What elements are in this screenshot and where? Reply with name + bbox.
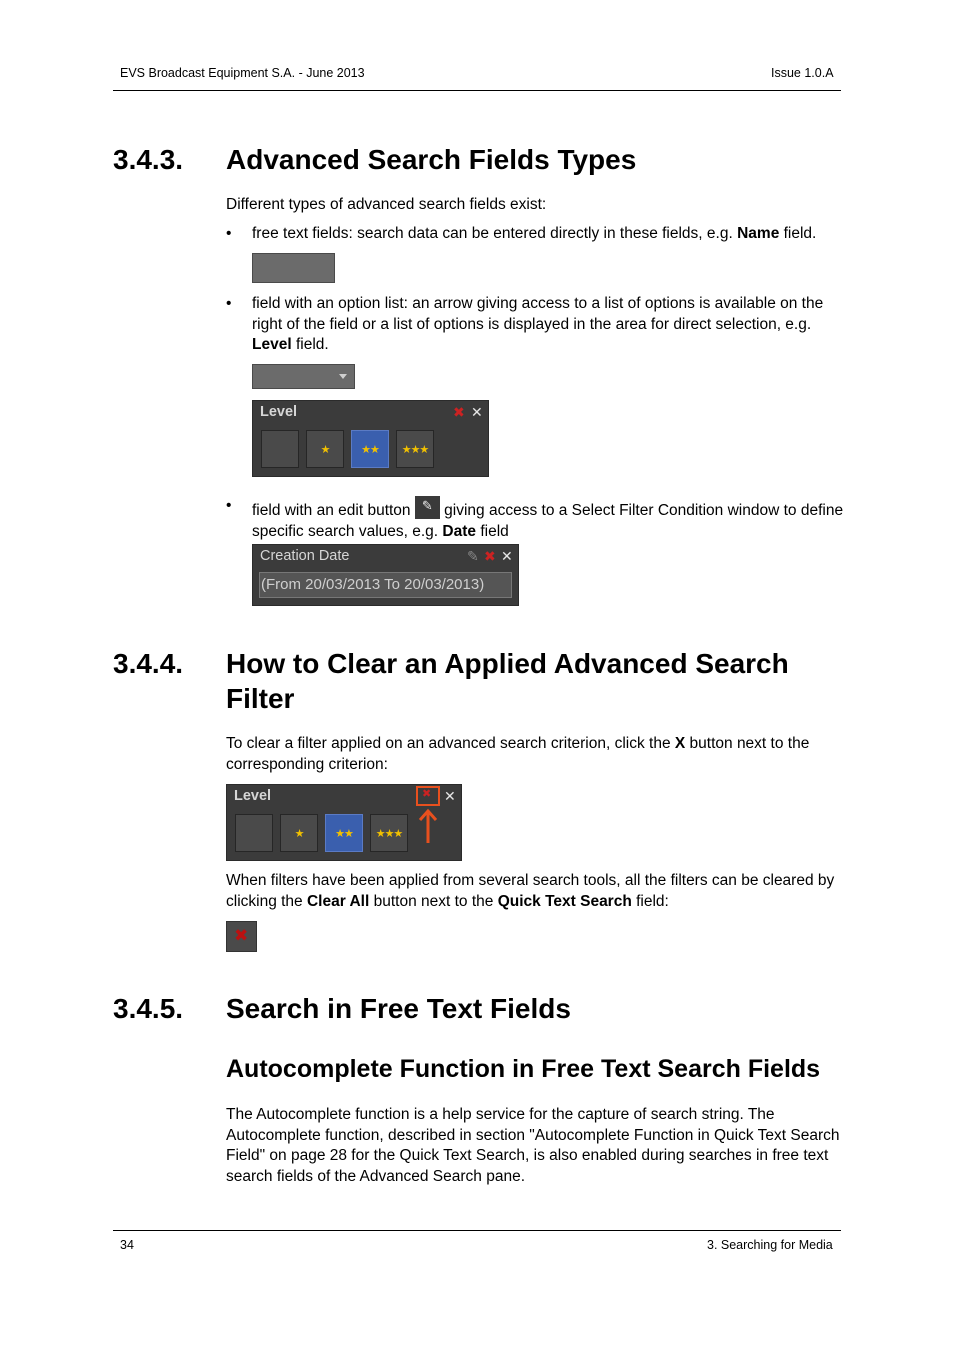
- level-filter-panel: [252, 400, 489, 477]
- section-343-number: 3.4.3.: [113, 144, 184, 175]
- creation-date-value: (From 20/03/2013 To 20/03/2013): [261, 576, 485, 593]
- level-button-1-star[interactable]: ★: [280, 814, 318, 852]
- edit-icon[interactable]: ✎: [467, 548, 479, 564]
- edit-button-inline: [415, 496, 440, 519]
- section-343-intro: Different types of advanced search fields exist:: [226, 196, 547, 213]
- footer-rule: [113, 1230, 841, 1231]
- edit-pencil-icon: ✎: [421, 498, 433, 513]
- close-icon[interactable]: ✕: [471, 404, 483, 420]
- section-345-number: 3.4.5.: [113, 993, 184, 1024]
- bullet-2-text: field with an option list: an arrow giving access to a list of options is available on the right of the field or a list of options is displayed in the area for direct selection, e.g. Level field.: [252, 295, 824, 353]
- close-icon[interactable]: ✕: [501, 548, 513, 564]
- clear-filter-icon[interactable]: ✖: [484, 548, 496, 564]
- creation-date-panel: [252, 544, 519, 606]
- header-left: EVS Broadcast Equipment S.A. - June 2013: [120, 66, 365, 80]
- section-344-paragraph-1: To clear a filter applied on an advanced search criterion, click the X button next to the corresponding criterion:: [226, 735, 810, 773]
- chevron-down-icon[interactable]: [339, 374, 347, 379]
- footer-page-number: 34: [120, 1238, 134, 1252]
- creation-date-title: Creation Date: [260, 548, 350, 564]
- header-right: Issue 1.0.A: [771, 66, 834, 80]
- level-button-3-stars[interactable]: ★★★: [396, 430, 434, 468]
- bullet-3-marker: •: [226, 497, 232, 514]
- section-344-title: How to Clear an Applied Advanced Search Filter: [226, 648, 789, 714]
- level-button-3-stars[interactable]: ★★★: [370, 814, 408, 852]
- free-text-field-example[interactable]: [252, 253, 335, 283]
- bullet-2-marker: •: [226, 295, 232, 312]
- creation-date-value-field[interactable]: [259, 572, 512, 598]
- footer-chapter: 3. Searching for Media: [707, 1238, 833, 1252]
- level-panel-title: Level: [234, 788, 272, 804]
- section-344-number: 3.4.4.: [113, 648, 184, 679]
- level-panel-title: Level: [260, 404, 298, 420]
- section-345-title: Search in Free Text Fields: [226, 993, 571, 1024]
- clear-all-icon: ✖: [234, 926, 249, 945]
- level-button-1-star[interactable]: ★: [306, 430, 344, 468]
- level-button-2-stars[interactable]: ★★: [351, 430, 389, 468]
- level-button-none[interactable]: [235, 814, 273, 852]
- option-list-field-example[interactable]: [252, 364, 355, 389]
- clear-filter-icon[interactable]: ✖: [453, 404, 465, 420]
- bullet-1-marker: •: [226, 225, 232, 242]
- level-filter-panel-clear-example: [226, 784, 462, 861]
- section-344-paragraph-2: When filters have been applied from several search tools, all the filters can be cleared by clicking the Clear All button next to the Quick Text Search field:: [226, 872, 835, 910]
- clear-all-button[interactable]: [226, 921, 257, 952]
- level-button-2-stars[interactable]: ★★: [325, 814, 363, 852]
- clear-filter-icon[interactable]: ✖: [422, 788, 432, 800]
- level-button-none[interactable]: [261, 430, 299, 468]
- bullet-1-text: free text fields: search data can be entered directly in these fields, e.g. Name field.: [252, 225, 817, 242]
- bullet-3-text: field with an edit button ✎ giving access to a Select Filter Condition window to define specific search values, e.g. Date field: [252, 498, 844, 540]
- arrow-up-icon: [417, 807, 439, 845]
- section-345-body: The Autocomplete function is a help service for the capture of search string. The Autocomplete function, described in section "Autocomplete Function in Quick Text Search Field" on page 28 for the Quick Text Search, is also enabled during searches in free text search fields of the Advanced Search pane.: [226, 1106, 840, 1185]
- section-343-title: Advanced Search Fields Types: [226, 144, 637, 175]
- close-icon[interactable]: ✕: [444, 788, 456, 804]
- header-rule: [113, 90, 841, 91]
- section-345-subtitle: Autocomplete Function in Free Text Search Fields: [226, 1055, 821, 1083]
